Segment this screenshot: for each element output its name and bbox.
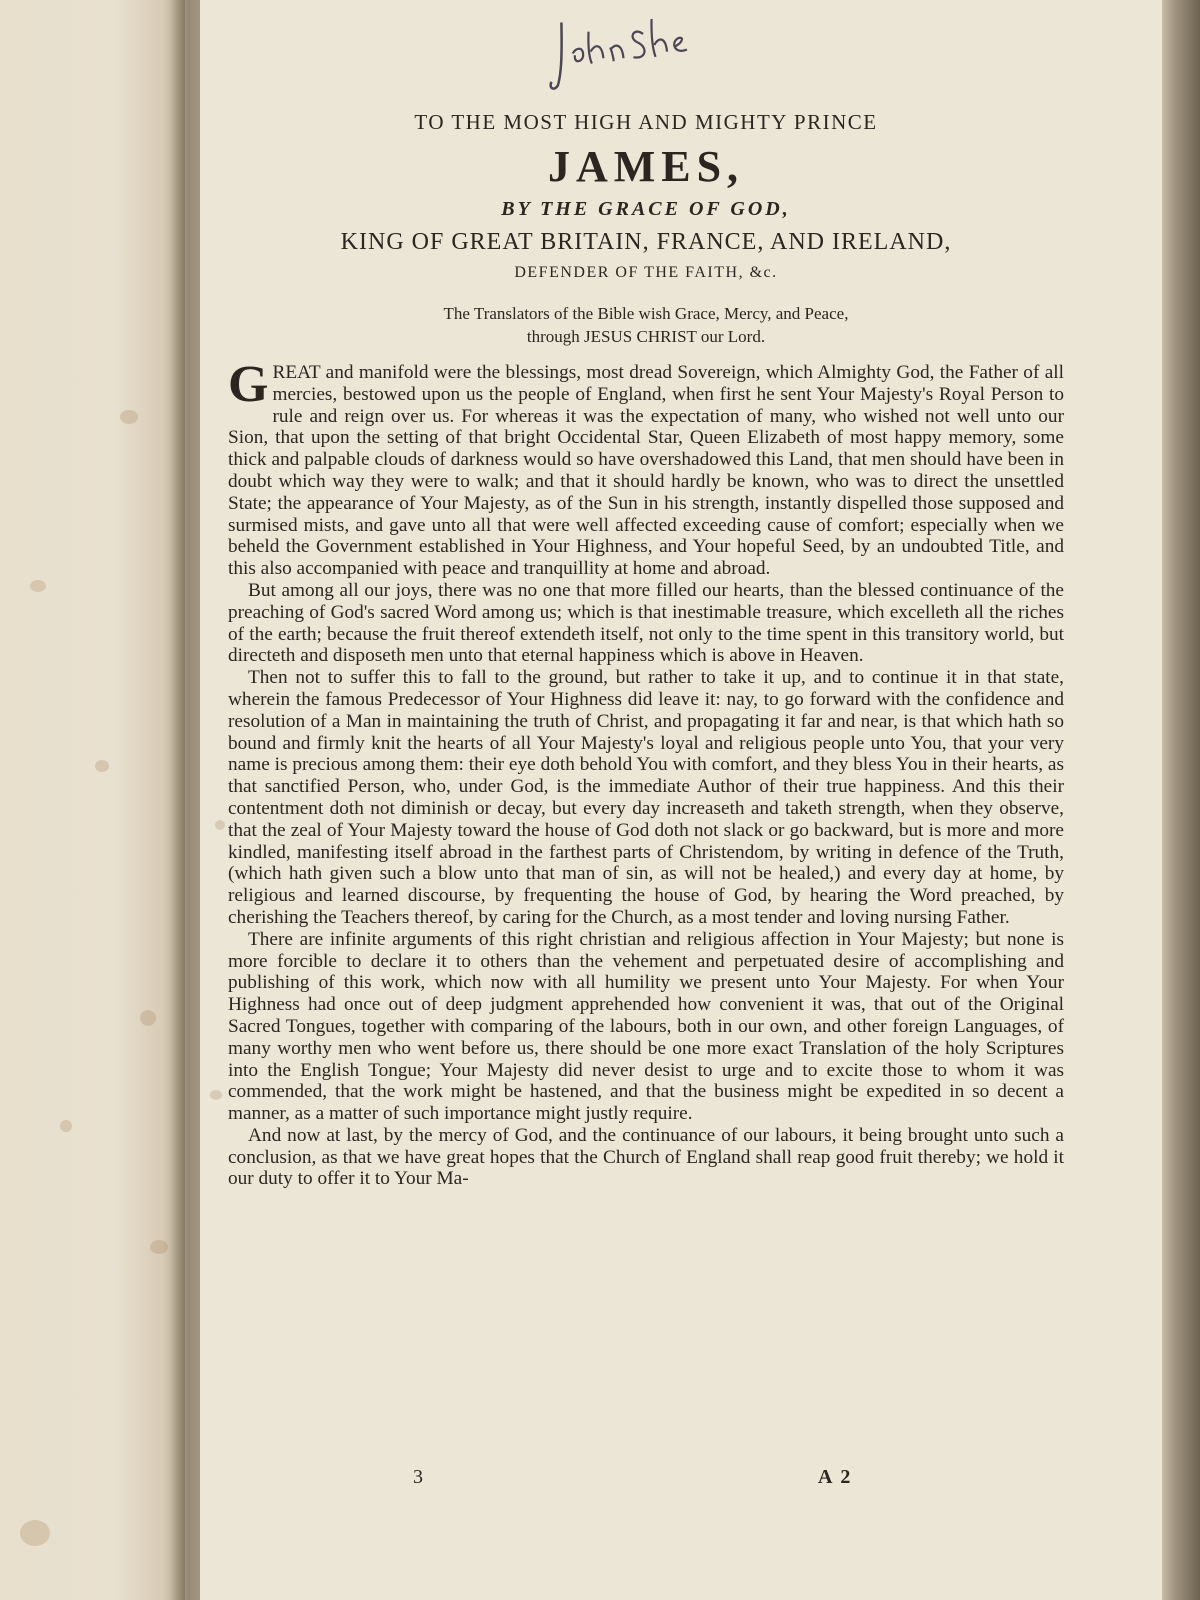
greeting-line2: through JESUS CHRIST our Lord. bbox=[526, 327, 766, 346]
paragraph bbox=[228, 356, 1064, 580]
foxing-spot bbox=[210, 1090, 222, 1100]
foxing-spot bbox=[215, 820, 225, 830]
foxing-spot bbox=[150, 1240, 168, 1254]
foxing-spot bbox=[60, 1120, 72, 1132]
heading-name: JAMES, bbox=[547, 142, 745, 191]
signature-drawing bbox=[541, 0, 708, 96]
foxing-spot bbox=[20, 1520, 50, 1546]
dedication-text bbox=[228, 110, 1064, 1190]
left-page bbox=[0, 0, 185, 1600]
foxing-spot bbox=[140, 1010, 156, 1026]
foxing-spot bbox=[120, 410, 138, 424]
paragraph: There are infinite arguments of this right christian and religious affection in Your Majesty; but none is more forcible to declare it to others than the vehement and perpetuated desire of accomplishing and publishing of this work, which now with all humility we present unto Your Majesty. For when Your Highness had once out of deep judgment apprehended how convenient it was, that out of the Original Sacred Tongues, together with comparing of the labours, both in our own, and other foreign Languages, of many worthy men who went before us, there should be one more exact Translation of the holy Scriptures into the English Tongue; Your Majesty did never desist to urge and to excite those to whom it was commended, that the work might be hastened, and that the business might be expedited in so decent a manner, as a matter of such importance might justly require. bbox=[228, 928, 1064, 1125]
drop-cap: G bbox=[228, 356, 269, 413]
foxing-spot bbox=[30, 580, 46, 592]
paragraph: Then not to suffer this to fall to the ground, but rather to take it up, and to continue it in that state, wherein the famous Predecessor of Your Highness did leave it: nay, to go forward with the confidence and resolution of a Man in maintaining the truth of Christ, and propagating it far and near, is that which hath so bound and firmly knit the hearts of all Your Majesty's loyal and religious people unto You, that your very name is precious among them: their eye doth behold You with comfort, and they bless You in their hearts, as that sanctified Person, who, under God, is the immediate Author of their true happiness. And this their contentment doth not diminish or decay, but every day increaseth and taketh strength, when they observe, that the zeal of Your Majesty toward the house of God doth not slack or go backward, but is more and more kindled, manifesting itself abroad in the farthest parts of Christendom, by writing in defence of the Truth, (which hath given such a blow unto that man of sin, as will not be healed,) and every day at home, by religious and learned discourse, by frequenting the house of God, by hearing the Word preached, by cherishing the Teachers thereof, by caring for the Church, as a most tender and loving nursing Father. bbox=[228, 667, 1064, 928]
signature-mark: A 2 bbox=[818, 1466, 853, 1488]
heading-line5: DEFENDER OF THE FAITH, &c. bbox=[514, 264, 778, 281]
paragraph-text: REAT and manifold were the blessings, most dread Sovereign, which Almighty God, the Father of all mercies, bestowed upon us the people of England, when first he sent Your Majesty's Royal Person to rule and reign over us. For whereas it was the expectation of many, who wished not well unto our Sion, that upon the setting of that bright Occidental Star, Queen Elizabeth of most happy memory, some thick and palpable clouds of darkness would so have overshadowed this Land, that men should have been in doubt which way they were to walk; and that it should hardly be known, who was to direct the unsettled State; the appearance of Your Majesty, as of the Sun in his strength, instantly dispelled those supposed and surmised mists, and gave unto all that were well affected exceeding cause of comfort; especially when we beheld the Government established in Your Highness, and Your hopeful Seed, by an undoubted Title, and this also accompanied with peace and tranquillity at home and abroad. bbox=[228, 362, 1064, 580]
heading-line4: KING OF GREAT BRITAIN, FRANCE, AND IRELAND, bbox=[340, 229, 952, 255]
greeting bbox=[228, 302, 1064, 348]
heading-line1: TO THE MOST HIGH AND MIGHTY PRINCE bbox=[414, 110, 878, 134]
paragraph: And now at last, by the mercy of God, and the continuance of our labours, it being brought unto such a conclusion, as that we have great hopes that the Church of England shall reap good fruit thereby; we hold it our duty to offer it to Your Ma- bbox=[228, 1124, 1064, 1190]
heading-line3: BY THE GRACE OF GOD, bbox=[501, 198, 791, 220]
foxing-spot bbox=[95, 760, 109, 772]
handwritten-signature bbox=[541, 0, 710, 107]
page-number: 3 bbox=[413, 1466, 423, 1488]
page-edge bbox=[1162, 0, 1200, 1600]
greeting-line1: The Translators of the Bible wish Grace, Mercy, and Peace, bbox=[443, 304, 849, 323]
paragraph: But among all our joys, there was no one that more filled our hearts, than the blessed continuance of the preaching of God's sacred Word among us; which is that inestimable treasure, which excelleth all the riches of the earth; because the fruit thereof extendeth itself, not only to the time spent in this transitory world, but directeth and disposeth men unto that eternal happiness which is above in Heaven. bbox=[228, 579, 1064, 667]
